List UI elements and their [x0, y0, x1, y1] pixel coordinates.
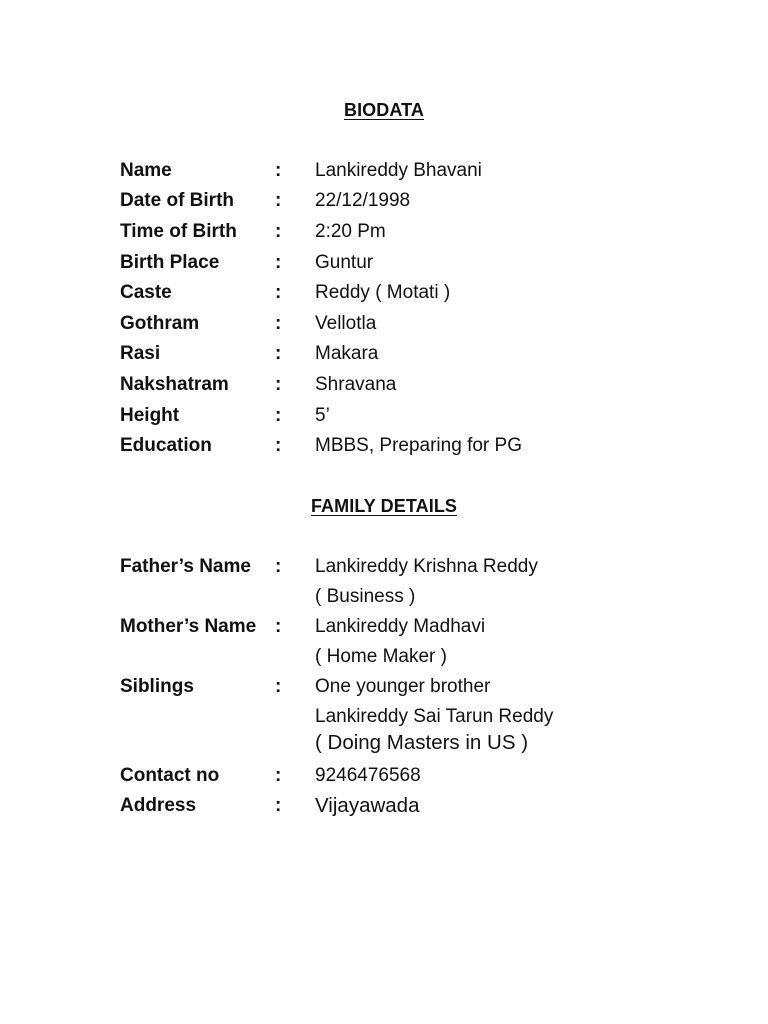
- row-sibling-occupation: [0, 732, 768, 762]
- field-label: Birth Place: [120, 252, 220, 273]
- field-label: Date of Birth: [120, 190, 234, 211]
- row-address: [0, 795, 768, 825]
- separator: :: [275, 252, 282, 273]
- separator: :: [275, 343, 282, 364]
- row-father-name: [0, 556, 768, 586]
- separator: :: [275, 190, 282, 211]
- row-caste: [0, 282, 768, 312]
- field-value-note: ( Home Maker ): [315, 646, 447, 667]
- field-value-note: ( Business ): [315, 586, 416, 607]
- field-label: Father’s Name: [120, 556, 251, 577]
- row-mother-occupation: [0, 646, 768, 676]
- row-date-of-birth: [0, 190, 768, 220]
- field-value: Vellotla: [315, 313, 377, 334]
- family-details-heading: FAMILY DETAILS: [310, 496, 458, 516]
- separator: :: [275, 435, 282, 456]
- row-father-occupation: [0, 586, 768, 616]
- field-value: MBBS, Preparing for PG: [315, 435, 522, 456]
- row-rasi: [0, 343, 768, 373]
- field-label: Name: [120, 160, 172, 181]
- row-mother-name: [0, 616, 768, 646]
- field-label: Gothram: [120, 313, 200, 334]
- separator: :: [275, 616, 282, 637]
- field-value: 5’: [315, 405, 330, 426]
- row-gothram: [0, 313, 768, 343]
- field-value: Reddy ( Motati ): [315, 282, 451, 303]
- field-label: Contact no: [120, 765, 220, 786]
- separator: :: [275, 221, 282, 242]
- field-label: Siblings: [120, 676, 194, 697]
- row-name: [0, 160, 768, 190]
- field-value: One younger brother: [315, 676, 491, 697]
- field-label: Nakshatram: [120, 374, 229, 395]
- field-label: Time of Birth: [120, 221, 237, 242]
- field-label: Mother’s Name: [120, 616, 257, 637]
- field-value-note: ( Doing Masters in US ): [315, 731, 529, 754]
- row-siblings: [0, 676, 768, 706]
- page-title: BIODATA: [343, 100, 425, 120]
- separator: :: [275, 795, 282, 816]
- row-education: [0, 435, 768, 465]
- row-time-of-birth: [0, 221, 768, 251]
- field-label: Rasi: [120, 343, 161, 364]
- field-value: Lankireddy Krishna Reddy: [315, 556, 538, 577]
- field-value: Makara: [315, 343, 379, 364]
- field-label: Address: [120, 795, 197, 816]
- field-label: Height: [120, 405, 180, 426]
- row-birth-place: [0, 252, 768, 282]
- separator: :: [275, 676, 282, 697]
- field-label: Education: [120, 435, 212, 456]
- separator: :: [275, 556, 282, 577]
- field-value: 2:20 Pm: [315, 221, 386, 242]
- separator: :: [275, 160, 282, 181]
- field-value: Guntur: [315, 252, 374, 273]
- field-value-note: Lankireddy Sai Tarun Reddy: [315, 706, 554, 727]
- separator: :: [275, 313, 282, 334]
- field-value: Vijayawada: [315, 794, 420, 817]
- separator: :: [275, 405, 282, 426]
- separator: :: [275, 765, 282, 786]
- row-height: [0, 405, 768, 435]
- field-label: Caste: [120, 282, 172, 303]
- field-value: Shravana: [315, 374, 397, 395]
- row-contact: [0, 765, 768, 795]
- field-value: 9246476568: [315, 765, 421, 786]
- separator: :: [275, 282, 282, 303]
- field-value: 22/12/1998: [315, 190, 411, 211]
- row-nakshatram: [0, 374, 768, 404]
- field-value: Lankireddy Madhavi: [315, 616, 486, 637]
- separator: :: [275, 374, 282, 395]
- field-value: Lankireddy Bhavani: [315, 160, 482, 181]
